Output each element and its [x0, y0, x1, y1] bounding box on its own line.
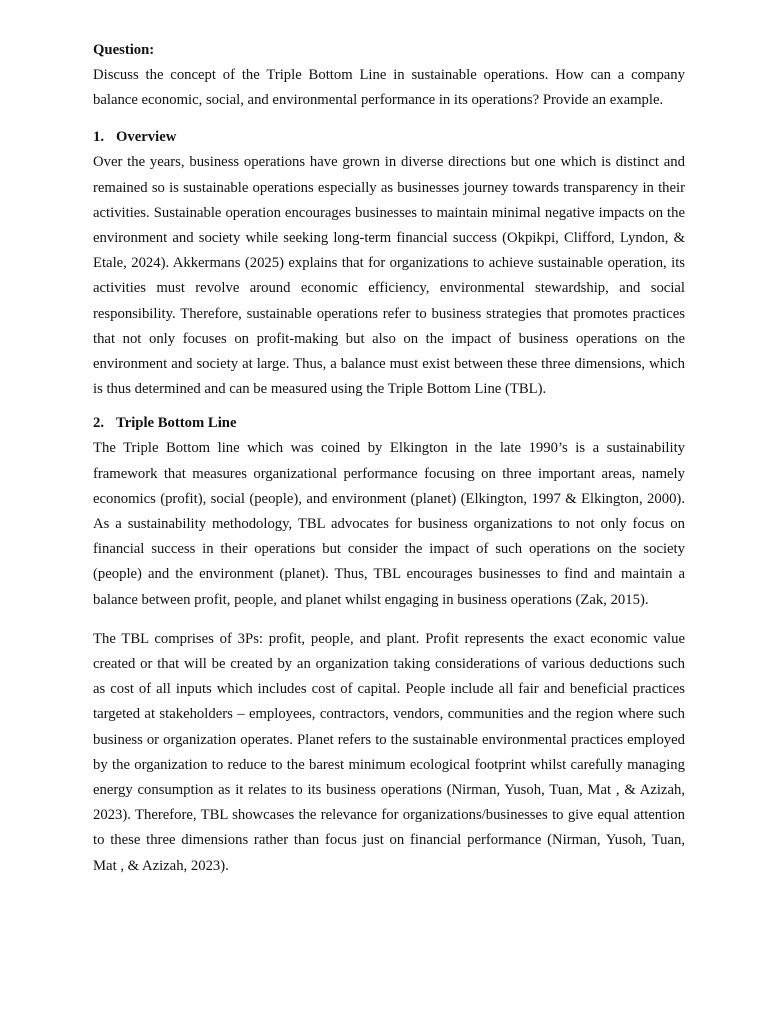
- question-text: Discuss the concept of the Triple Bottom Line in sustainable operations. How can a company balance economic, social, and environmental performance in its operations? Provide an example.: [93, 67, 685, 109]
- tbl-paragraph-1: The Triple Bottom line which was coined by Elkington in the late 1990’s is a sustainability framework that measures organizational performance focusing on three important areas, namely economics (profit), social (people), and environment (planet) (Elkington, 1997 & Elkington, 2000). As a sustainability methodology, TBL advocates for business organizations to not only focus on financial success in their operations but consider the impact of such operations on the society (people) and the environment (planet). Thus, TBL encourages businesses to find and maintain a balance between profit, people, and planet whilst engaging in business operations (Zak, 2015).: [93, 440, 685, 608]
- section-heading-triple-bottom-line: [93, 411, 685, 436]
- question-label: Question:: [93, 42, 155, 58]
- tbl-paragraph-2: The TBL comprises of 3Ps: profit, people, and plant. Profit represents the exact economic value created or that will be created by an organization taking considerations of various deductions such as cost of all inputs which includes cost of capital. People include all fair and beneficial practices targeted at stakeholders – employees, contractors, vendors, communities and the region where such business or organization operates. Planet refers to the sustainable environmental practices employed by the organization to reduce to the barest minimum ecological footprint whilst carefully managing energy consumption as it relates to its business operations (Nirman, Yusoh, Tuan, Mat , & Azizah, 2023). Therefore, TBL showcases the relevance for organizations/businesses to give equal attention to these three dimensions rather than focus just on financial performance (Nirman, Yusoh, Tuan, Mat , & Azizah, 2023).: [93, 630, 685, 874]
- section-title: Overview: [116, 129, 177, 146]
- overview-paragraph: Over the years, business operations have grown in diverse directions but one which is distinct and remained so is sustainable operations especially as businesses journey towards transparency in their activities. Sustainable operation encourages businesses to maintain minimal negative impacts on the environment and society while seeking long-term financial success (Okpikpi, Clifford, Lyndon, & Etale, 2024). Akkermans (2025) explains that for organizations to achieve sustainable operation, its activities must revolve around economic efficiency, environmental stewardship, and social responsibility. Therefore, sustainable operations refer to business strategies that promotes practices that not only focuses on profit-making but also on the impact of business operations on the environment and society at large. Thus, a balance must exist between these three dimensions, which is thus determined and can be measured using the Triple Bottom Line (TBL).: [93, 154, 685, 398]
- section-heading-overview: [93, 125, 685, 150]
- section-title: Triple Bottom Line: [116, 415, 237, 432]
- section-number: 1.: [93, 129, 105, 146]
- document-page: [93, 38, 685, 879]
- section-number: 2.: [93, 415, 105, 432]
